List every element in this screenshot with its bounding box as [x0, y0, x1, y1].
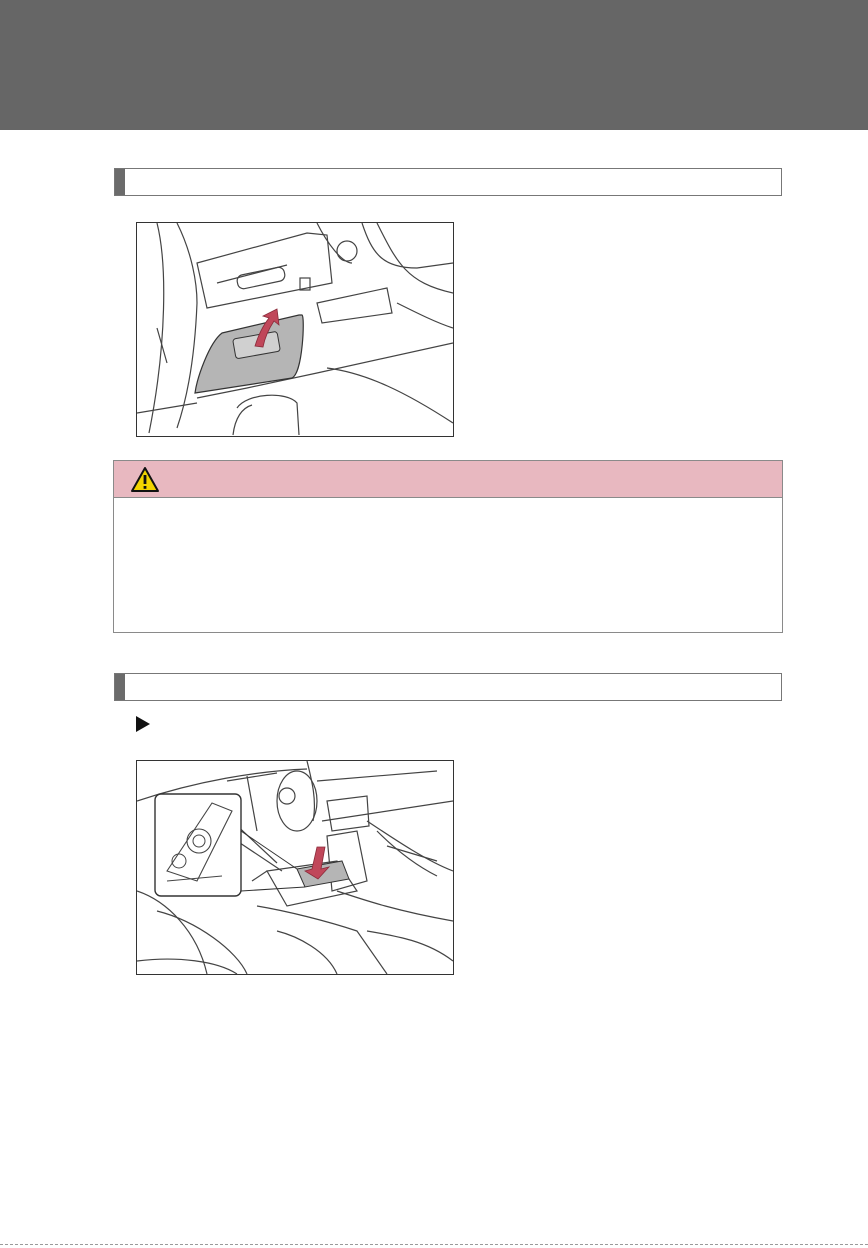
console-illustration — [136, 760, 454, 975]
warning-box — [113, 460, 783, 633]
section-heading-2 — [114, 673, 782, 701]
tray-inset-callout — [137, 761, 453, 974]
page-bottom-rule — [0, 1244, 868, 1245]
triangle-right-icon — [134, 714, 152, 734]
warning-header — [114, 461, 782, 498]
glovebox-illustration — [136, 222, 454, 437]
warning-triangle-icon — [130, 466, 160, 493]
lift-arrow-icon — [137, 223, 453, 436]
section-heading-1 — [114, 168, 782, 196]
section-accent-bar — [115, 674, 125, 700]
chapter-header-band — [0, 0, 868, 130]
section-accent-bar — [115, 169, 125, 195]
